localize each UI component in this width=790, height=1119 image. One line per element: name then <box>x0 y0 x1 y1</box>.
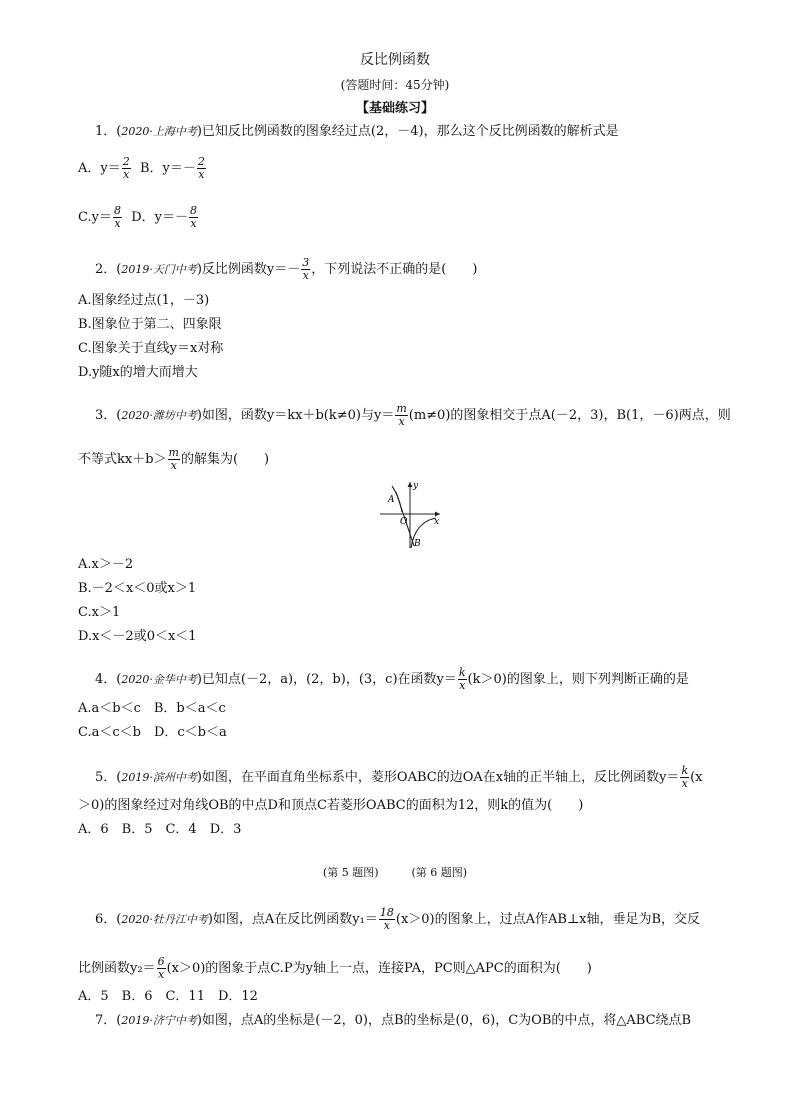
q3-option-b: B.－2＜x＜0或x＞1 <box>78 581 197 596</box>
doc-title: 反比例函数 <box>360 52 430 68</box>
q6-fraction-y2: $\frac{6}{x}$ <box>157 955 165 981</box>
q1-option-c: C.y＝ <box>78 210 112 225</box>
q4-options-cd: C.a＜c＜b D．c＜b＜a <box>78 725 227 740</box>
q4-source: 2020·金华中考 <box>121 673 197 686</box>
q3-option-a: A.x＞－2 <box>78 557 134 572</box>
section-heading: 【基础练习】 <box>355 101 434 116</box>
q1-option-c-fraction: $\frac{8}{x}$ <box>113 204 121 230</box>
label-x: x <box>434 517 440 527</box>
q1-option-b: B．y＝－ <box>140 161 196 176</box>
q5-fraction: $\frac{k}{x}$ <box>681 764 689 790</box>
q3-option-d: D.x＜－2或0＜x＜1 <box>78 629 197 644</box>
y-axis-arrow <box>408 482 413 487</box>
q4-options-ab: A.a＜b＜c B．b＜a＜c <box>78 701 226 716</box>
q6-stem-line2: 比例函数y₂＝ $\frac{6}{x}$ (x＞0)的图象于点C.P为y轴上一点，连接PA，PC则△APC的面积为( ) <box>78 955 592 981</box>
q2-fraction: $\frac{3}{x}$ <box>302 256 310 282</box>
q2-stem: 2．(2019·天门中考)反比例函数y＝－ $\frac{3}{x}$ ，下列说法不正确的是( ) <box>95 256 478 282</box>
q1-option-b-fraction: $\frac{2}{x}$ <box>197 155 205 181</box>
q5-options: A．6 B．5 C．4 D．3 <box>78 822 242 837</box>
label-b: B <box>414 539 421 549</box>
q6-options: A．5 B．6 C．11 D．12 <box>78 989 258 1004</box>
q5-stem-line2: ＞0)的图象经过对角线OB的中点D和顶点C若菱形OABC的面积为12，则k的值为( ) <box>78 798 584 813</box>
q2-option-d: D.y随x的增大而增大 <box>78 365 198 380</box>
q4-fraction: $\frac{k}{x}$ <box>458 666 466 692</box>
q1-option-a: A．y＝ <box>78 161 121 176</box>
q3-option-c: C.x＞1 <box>78 605 121 620</box>
q2-source: 2019·天门中考 <box>121 263 197 276</box>
q1-option-a-fraction: $\frac{2}{x}$ <box>122 155 130 181</box>
q5-source: 2019·滨州中考 <box>121 771 197 784</box>
q5-stem: 5．(2019·滨州中考)如图，在平面直角坐标系中，菱形OABC的边OA在x轴的正半轴上，反比例函数y＝ $\frac{k}{x}$ (x <box>95 764 703 790</box>
q3-source: 2020·潍坊中考 <box>121 409 197 422</box>
q2-option-c: C.图象关于直线y＝x对称 <box>78 341 224 356</box>
q1-option-d: D．y＝－ <box>131 210 189 225</box>
q1-text: )已知反比例函数的图象经过点(2，－4)，那么这个反比例函数的解析式是 <box>196 124 619 139</box>
q7-source: 2019·济宁中考 <box>121 1014 197 1027</box>
doc-subtitle: (答题时间：45分钟) <box>340 78 450 92</box>
q1-source: 2020·上海中考 <box>121 125 197 138</box>
q4-stem: 4．(2020·金华中考)已知点(－2，a)，(2，b)，(3，c)在函数y＝ $\frac{k}{x}$ (k＞0)的图象上，则下列判断正确的是 <box>95 666 689 692</box>
q1-option-d-fraction: $\frac{8}{x}$ <box>190 204 198 230</box>
q3-inequality-fraction: $\frac{m}{x}$ <box>168 446 179 472</box>
q1-number: 1．( <box>95 124 122 139</box>
q3-stem: 3．(2020·潍坊中考)如图，函数y＝kx＋b(k≠0)与y＝ $\frac{m}{x}$ (m≠0)的图象相交于点A(－2，3)，B(1，－6)两点，则 <box>95 402 731 428</box>
q1-options-ab <box>78 156 207 181</box>
q3-fraction: $\frac{m}{x}$ <box>396 402 407 428</box>
x-axis-arrow <box>435 512 440 517</box>
q1-stem <box>95 124 619 140</box>
q3-stem-line2: 不等式kx＋b＞ $\frac{m}{x}$ 的解集为( ) <box>78 446 270 472</box>
label-o: O <box>400 517 408 527</box>
q2-option-b: B.图象位于第二、四象限 <box>78 317 222 332</box>
q2-option-a: A.图象经过点(1，－3) <box>78 293 210 308</box>
label-a: A <box>388 495 395 505</box>
q7-stem: 7．(2019·济宁中考)如图，点A的坐标是(－2，0)，点B的坐标是(0，6)，C为OB的中点，将△ABC绕点B <box>95 1013 692 1028</box>
q6-fraction-y1: $\frac{18}{x}$ <box>379 906 394 932</box>
label-y: y <box>413 481 419 491</box>
q1-options-cd <box>78 205 199 230</box>
q3-function-graph <box>378 478 444 550</box>
q6-stem: 6．(2020·牡丹江中考)如图，点A在反比例函数y₁＝ $\frac{18}{x}$ (x＞0)的图象上，过点A作AB⊥x轴，垂足为B，交反 <box>95 906 701 932</box>
q6-source: 2020·牡丹江中考 <box>121 913 208 926</box>
figure-captions: (第 5 题图) (第 6 题图) <box>322 866 468 879</box>
